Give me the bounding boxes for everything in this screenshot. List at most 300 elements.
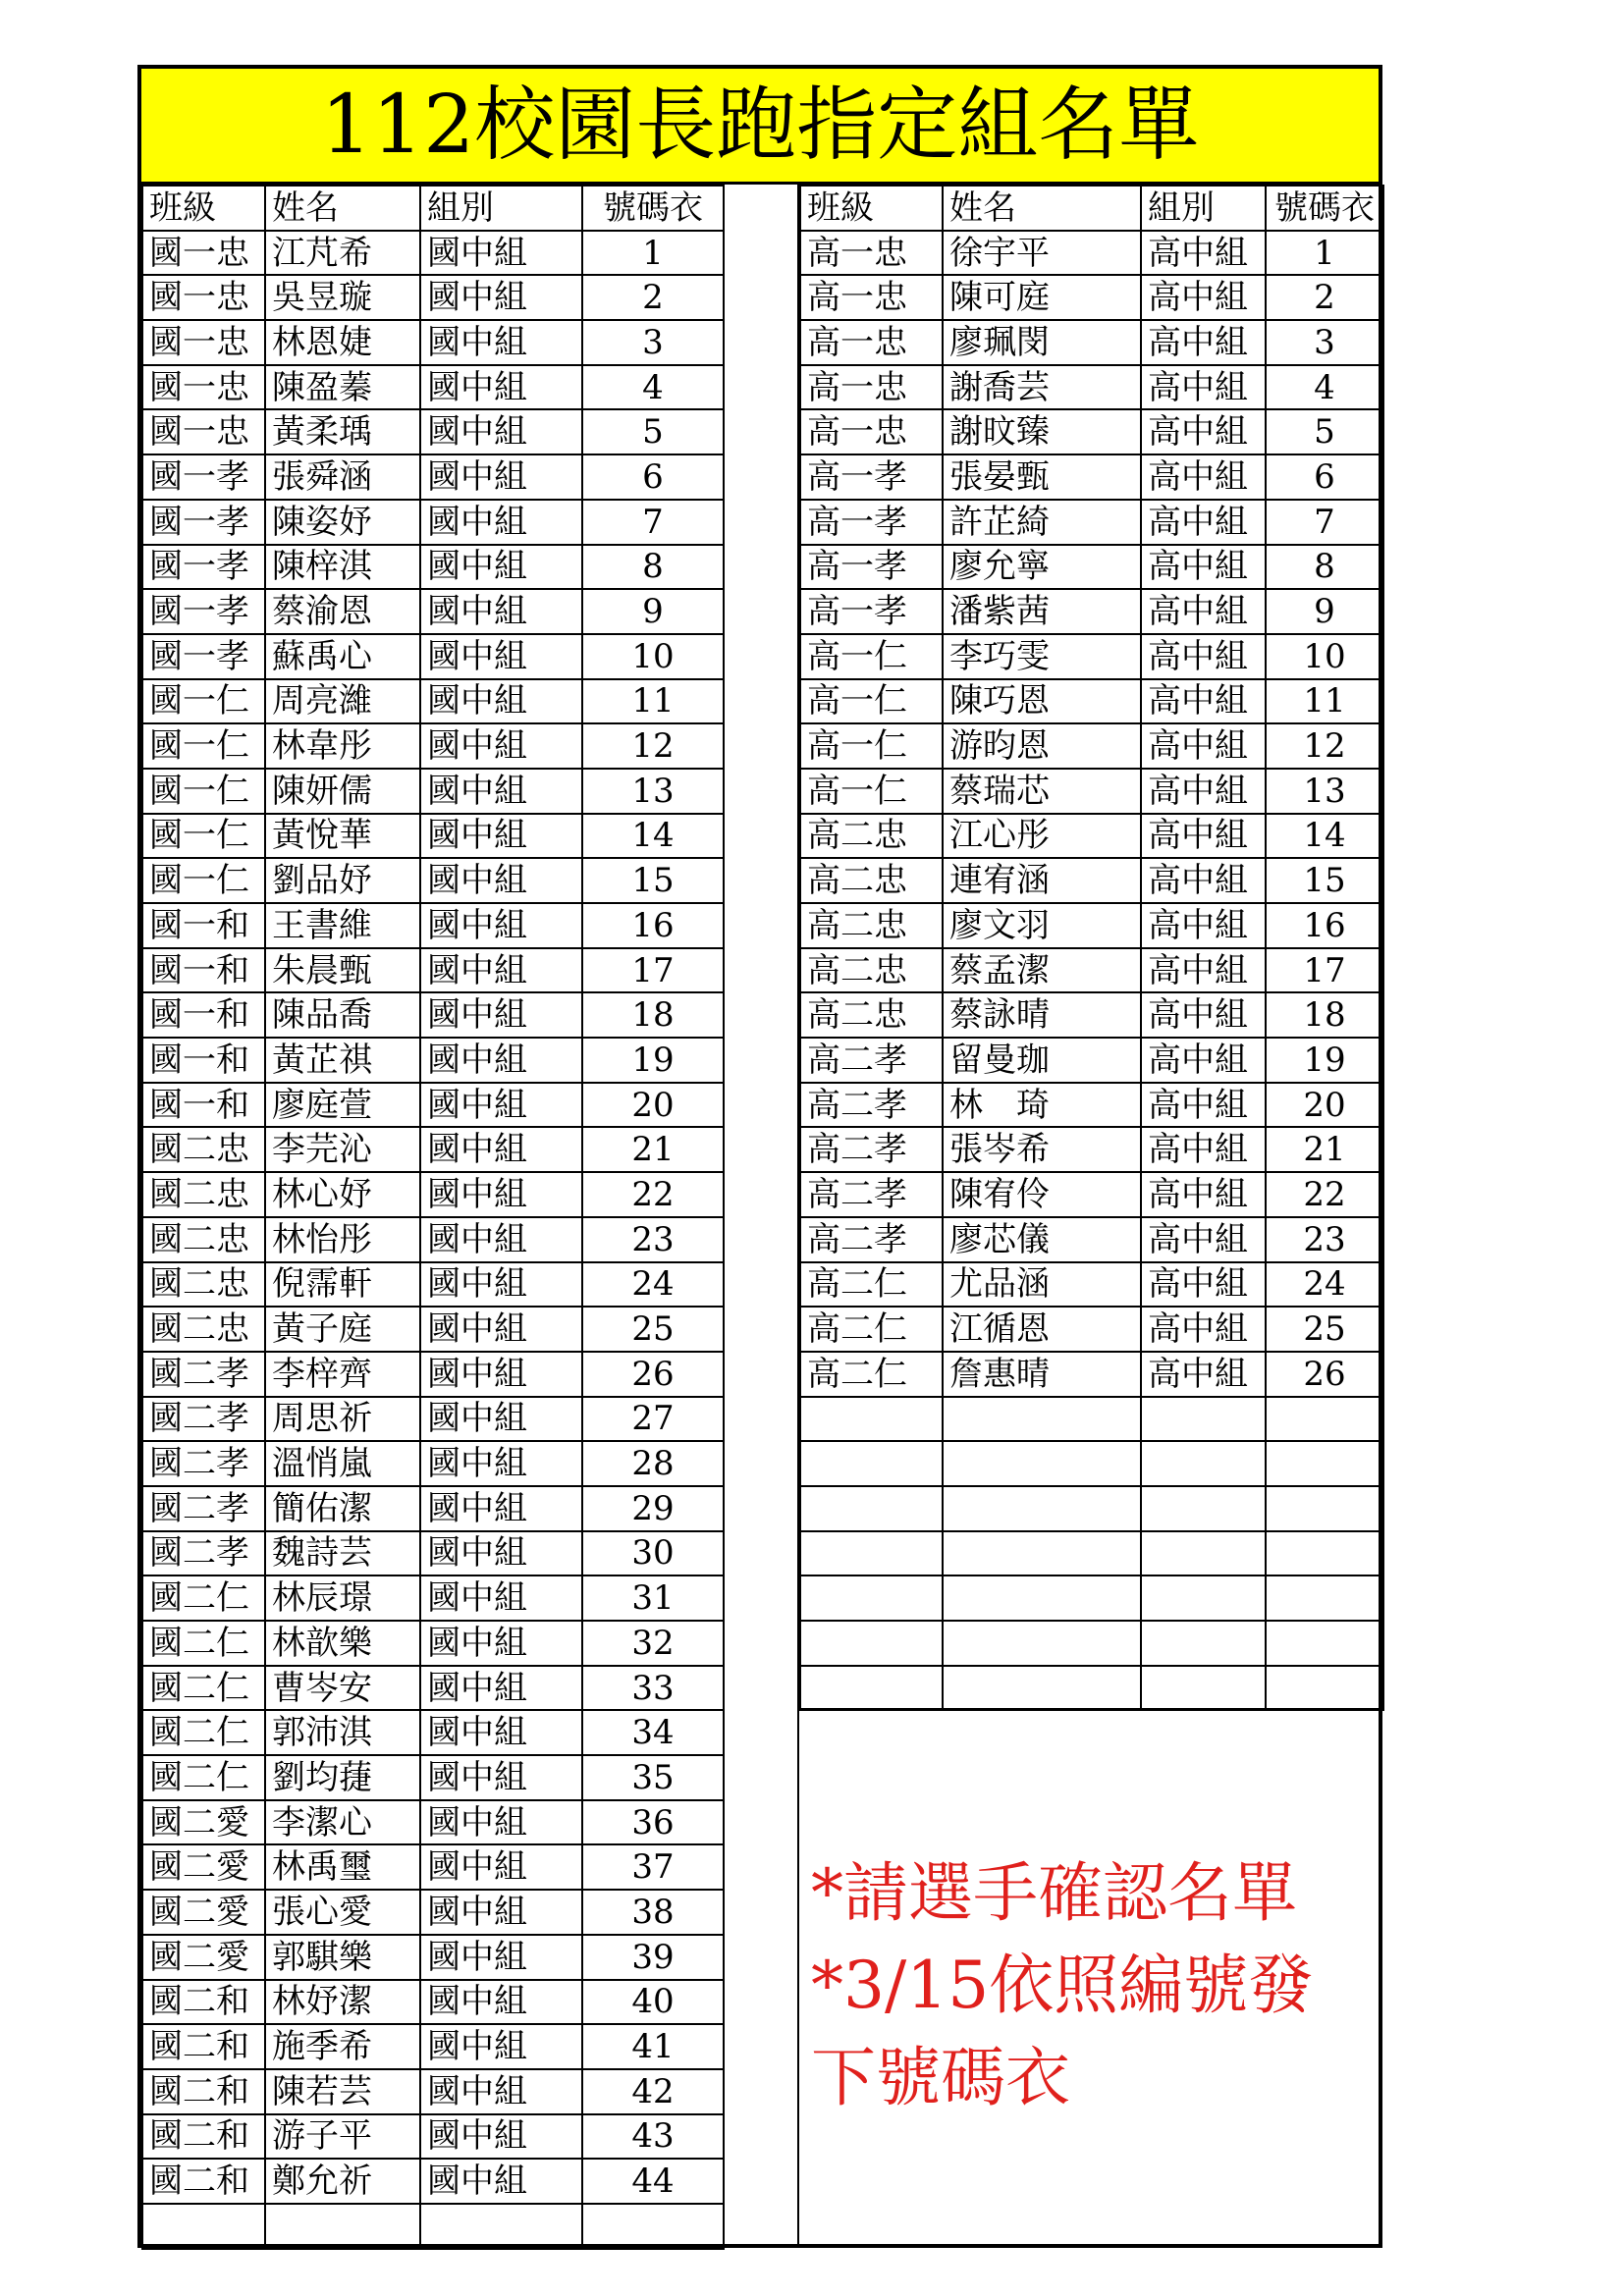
cell-group: 高中組	[1141, 1127, 1266, 1172]
cell-group: 國中組	[420, 1575, 582, 1621]
cell-class: 高二孝	[800, 1127, 943, 1172]
table-row	[142, 2114, 724, 2160]
cell-name: 陳盈蓁	[265, 365, 420, 410]
cell-bib-number: 30	[582, 1531, 724, 1576]
cell-bib-number: 23	[582, 1217, 724, 1262]
cell-bib-number	[1266, 1666, 1383, 1711]
cell-class: 高二忠	[800, 858, 943, 903]
cell-group: 高中組	[1141, 1038, 1266, 1083]
cell-name: 張心愛	[265, 1890, 420, 1935]
table-row	[142, 769, 724, 814]
cell-class: 高二忠	[800, 903, 943, 948]
table-row	[800, 948, 1383, 993]
cell-class: 國一孝	[142, 589, 265, 634]
cell-group: 國中組	[420, 320, 582, 365]
cell-name: 許芷綺	[943, 500, 1141, 545]
cell-class: 國二孝	[142, 1531, 265, 1576]
cell-class: 國一仁	[142, 814, 265, 859]
cell-name: 王書維	[265, 903, 420, 948]
table-row	[142, 2159, 724, 2204]
table-row	[142, 1352, 724, 1397]
cell-name: 郭騏樂	[265, 1935, 420, 1980]
cell-class: 高二仁	[800, 1352, 943, 1397]
cell-class: 國二孝	[142, 1352, 265, 1397]
cell-bib-number: 1	[1266, 231, 1383, 276]
cell-group: 國中組	[420, 2069, 582, 2114]
page-title: 112校園長跑指定組名單	[320, 78, 1200, 172]
cell-group: 國中組	[420, 992, 582, 1038]
table-row	[800, 1038, 1383, 1083]
cell-name: 游子平	[265, 2114, 420, 2160]
table-row	[800, 275, 1383, 320]
cell-name: 郭沛淇	[265, 1710, 420, 1755]
cell-bib-number: 34	[582, 1710, 724, 1755]
cell-bib-number: 38	[582, 1890, 724, 1935]
cell-class: 國二和	[142, 2069, 265, 2114]
cell-bib-number: 31	[582, 1575, 724, 1621]
cell-group: 國中組	[420, 1486, 582, 1531]
cell-bib-number	[1266, 1621, 1383, 1666]
cell-name: 陳可庭	[943, 275, 1141, 320]
cell-bib-number: 43	[582, 2114, 724, 2160]
cell-class: 國二忠	[142, 1217, 265, 1262]
cell-name: 曹岑安	[265, 1666, 420, 1711]
cell-group: 國中組	[420, 1352, 582, 1397]
cell-name	[943, 1621, 1141, 1666]
cell-class: 國二仁	[142, 1621, 265, 1666]
cell-group: 國中組	[420, 409, 582, 454]
cell-class: 國二孝	[142, 1486, 265, 1531]
cell-group: 高中組	[1141, 500, 1266, 545]
cell-name	[943, 1575, 1141, 1621]
cell-group: 高中組	[1141, 1262, 1266, 1308]
table-row	[142, 1217, 724, 1262]
cell-class: 高一忠	[800, 365, 943, 410]
table-row	[142, 1980, 724, 2025]
cell-class: 高一孝	[800, 589, 943, 634]
cell-bib-number: 4	[582, 365, 724, 410]
table-row	[800, 723, 1383, 769]
table-row	[142, 1935, 724, 1980]
cell-class: 國一和	[142, 903, 265, 948]
cell-group: 國中組	[420, 545, 582, 590]
cell-bib-number: 16	[582, 903, 724, 948]
table-row	[142, 2069, 724, 2114]
table-header-row	[142, 186, 724, 231]
cell-group: 高中組	[1141, 365, 1266, 410]
cell-group: 高中組	[1141, 858, 1266, 903]
cell-group: 國中組	[420, 1172, 582, 1217]
cell-bib-number: 6	[1266, 454, 1383, 500]
table-row	[800, 365, 1383, 410]
cell-bib-number: 42	[582, 2069, 724, 2114]
cell-group	[1141, 1486, 1266, 1531]
cell-group: 國中組	[420, 1307, 582, 1352]
cell-name	[943, 1441, 1141, 1486]
cell-class: 國一孝	[142, 545, 265, 590]
table-row	[800, 1441, 1383, 1486]
cell-bib-number: 7	[1266, 500, 1383, 545]
cell-class: 國二仁	[142, 1710, 265, 1755]
cell-name: 黃悅華	[265, 814, 420, 859]
cell-class: 高二忠	[800, 992, 943, 1038]
cell-group: 國中組	[420, 948, 582, 993]
cell-name	[943, 1531, 1141, 1576]
cell-group: 高中組	[1141, 589, 1266, 634]
cell-class	[800, 1486, 943, 1531]
cell-bib-number: 7	[582, 500, 724, 545]
cell-class	[800, 1575, 943, 1621]
cell-group: 高中組	[1141, 679, 1266, 724]
cell-group: 國中組	[420, 1800, 582, 1845]
cell-class: 國一仁	[142, 723, 265, 769]
table-row	[142, 1307, 724, 1352]
cell-name: 施季希	[265, 2024, 420, 2069]
table-row	[800, 1352, 1383, 1397]
cell-name: 朱晨甄	[265, 948, 420, 993]
table-row	[142, 409, 724, 454]
cell-bib-number: 5	[582, 409, 724, 454]
cell-group: 高中組	[1141, 275, 1266, 320]
table-row	[800, 589, 1383, 634]
cell-name: 李潔心	[265, 1800, 420, 1845]
cell-name	[943, 1486, 1141, 1531]
cell-group: 高中組	[1141, 1172, 1266, 1217]
notice-line: *3/15依照編號發	[811, 1948, 1314, 2023]
cell-class: 高一孝	[800, 454, 943, 500]
senior-high-roster-body	[800, 186, 1383, 1710]
table-row	[800, 1666, 1383, 1711]
cell-class: 國二忠	[142, 1262, 265, 1308]
cell-bib-number: 26	[1266, 1352, 1383, 1397]
cell-group: 國中組	[420, 1217, 582, 1262]
cell-group: 國中組	[420, 1710, 582, 1755]
cell-name: 魏詩芸	[265, 1531, 420, 1576]
cell-bib-number: 25	[1266, 1307, 1383, 1352]
header-bib-number: 號碼衣	[1266, 186, 1383, 231]
cell-group: 高中組	[1141, 903, 1266, 948]
cell-name	[943, 1397, 1141, 1442]
cell-class: 國二孝	[142, 1397, 265, 1442]
table-row	[800, 1217, 1383, 1262]
cell-group: 高中組	[1141, 409, 1266, 454]
cell-bib-number: 17	[1266, 948, 1383, 993]
cell-class: 國一和	[142, 1038, 265, 1083]
cell-group: 高中組	[1141, 992, 1266, 1038]
cell-group: 高中組	[1141, 948, 1266, 993]
junior-high-roster-body	[142, 186, 724, 2249]
cell-group: 國中組	[420, 365, 582, 410]
cell-name: 謝喬芸	[943, 365, 1141, 410]
cell-group: 國中組	[420, 1531, 582, 1576]
cell-class: 高二仁	[800, 1262, 943, 1308]
cell-group: 國中組	[420, 500, 582, 545]
cell-bib-number: 2	[1266, 275, 1383, 320]
cell-bib-number: 8	[1266, 545, 1383, 590]
cell-name	[265, 2204, 420, 2249]
cell-bib-number: 3	[1266, 320, 1383, 365]
cell-bib-number: 21	[1266, 1127, 1383, 1172]
table-row	[800, 1397, 1383, 1442]
table-row	[142, 231, 724, 276]
cell-class: 國一和	[142, 948, 265, 993]
cell-bib-number: 20	[1266, 1083, 1383, 1128]
table-row	[142, 1800, 724, 1845]
cell-name: 陳巧恩	[943, 679, 1141, 724]
cell-class: 國二仁	[142, 1666, 265, 1711]
cell-group: 高中組	[1141, 1352, 1266, 1397]
cell-group: 高中組	[1141, 454, 1266, 500]
table-row	[800, 858, 1383, 903]
cell-name: 詹惠晴	[943, 1352, 1141, 1397]
cell-bib-number: 24	[582, 1262, 724, 1308]
cell-bib-number: 10	[1266, 634, 1383, 679]
cell-name: 李巧雯	[943, 634, 1141, 679]
cell-name: 李梓齊	[265, 1352, 420, 1397]
cell-bib-number: 6	[582, 454, 724, 500]
table-row	[800, 231, 1383, 276]
junior-high-roster-table	[141, 185, 725, 2250]
cell-group: 國中組	[420, 1890, 582, 1935]
table-row	[142, 992, 724, 1038]
cell-group: 國中組	[420, 679, 582, 724]
cell-class: 高二孝	[800, 1217, 943, 1262]
cell-group: 國中組	[420, 231, 582, 276]
cell-bib-number: 20	[582, 1083, 724, 1128]
cell-bib-number: 9	[1266, 589, 1383, 634]
cell-bib-number: 22	[582, 1172, 724, 1217]
cell-bib-number: 11	[582, 679, 724, 724]
table-row	[142, 275, 724, 320]
header-name: 姓名	[265, 186, 420, 231]
cell-class: 高一忠	[800, 275, 943, 320]
cell-name: 鄭允祈	[265, 2159, 420, 2204]
cell-bib-number: 4	[1266, 365, 1383, 410]
cell-class: 國一忠	[142, 365, 265, 410]
cell-name: 江心彤	[943, 814, 1141, 859]
cell-group: 國中組	[420, 589, 582, 634]
cell-class: 國一忠	[142, 320, 265, 365]
cell-bib-number: 8	[582, 545, 724, 590]
cell-group: 國中組	[420, 1980, 582, 2025]
table-row	[142, 1575, 724, 1621]
notice-line: 下號碼衣	[811, 2040, 1070, 2115]
cell-bib-number: 21	[582, 1127, 724, 1172]
cell-group: 高中組	[1141, 1083, 1266, 1128]
table-row	[800, 992, 1383, 1038]
table-row	[142, 454, 724, 500]
cell-class: 國二愛	[142, 1890, 265, 1935]
cell-name: 張舜涵	[265, 454, 420, 500]
cell-name: 留曼珈	[943, 1038, 1141, 1083]
cell-name: 張晏甄	[943, 454, 1141, 500]
cell-name: 林歆樂	[265, 1621, 420, 1666]
cell-bib-number: 10	[582, 634, 724, 679]
cell-bib-number: 2	[582, 275, 724, 320]
cell-name: 陳妍儒	[265, 769, 420, 814]
cell-name: 劉品妤	[265, 858, 420, 903]
cell-class: 國二和	[142, 2159, 265, 2204]
cell-group: 國中組	[420, 1083, 582, 1128]
header-name: 姓名	[943, 186, 1141, 231]
table-row	[142, 545, 724, 590]
cell-group: 國中組	[420, 1127, 582, 1172]
cell-group: 國中組	[420, 634, 582, 679]
cell-bib-number: 36	[582, 1800, 724, 1845]
cell-bib-number: 37	[582, 1844, 724, 1890]
cell-name: 簡佑潔	[265, 1486, 420, 1531]
cell-name: 廖文羽	[943, 903, 1141, 948]
cell-name: 林韋彤	[265, 723, 420, 769]
cell-class: 國二和	[142, 2114, 265, 2160]
cell-bib-number	[582, 2204, 724, 2249]
title-bar	[141, 69, 1379, 185]
cell-name: 徐宇平	[943, 231, 1141, 276]
cell-bib-number: 12	[1266, 723, 1383, 769]
notice-box	[797, 1708, 1382, 2248]
cell-name: 陳若芸	[265, 2069, 420, 2114]
cell-class	[800, 1621, 943, 1666]
cell-class	[800, 1531, 943, 1576]
cell-class: 高一仁	[800, 769, 943, 814]
cell-name: 陳品喬	[265, 992, 420, 1038]
table-row	[142, 1083, 724, 1128]
cell-class	[800, 1397, 943, 1442]
table-row	[142, 589, 724, 634]
cell-bib-number	[1266, 1441, 1383, 1486]
cell-name: 陳梓淇	[265, 545, 420, 590]
cell-name: 江循恩	[943, 1307, 1141, 1352]
cell-bib-number	[1266, 1486, 1383, 1531]
cell-group: 國中組	[420, 2024, 582, 2069]
table-row	[800, 679, 1383, 724]
cell-name: 黃芷祺	[265, 1038, 420, 1083]
cell-bib-number: 17	[582, 948, 724, 993]
cell-class: 國二忠	[142, 1172, 265, 1217]
table-row	[800, 903, 1383, 948]
cell-group: 高中組	[1141, 545, 1266, 590]
cell-bib-number: 22	[1266, 1172, 1383, 1217]
table-row	[142, 320, 724, 365]
cell-class: 高一仁	[800, 723, 943, 769]
table-row	[142, 814, 724, 859]
table-row	[800, 1531, 1383, 1576]
cell-bib-number: 14	[1266, 814, 1383, 859]
cell-group: 國中組	[420, 1262, 582, 1308]
cell-bib-number: 35	[582, 1755, 724, 1800]
cell-name: 黃子庭	[265, 1307, 420, 1352]
cell-group: 高中組	[1141, 769, 1266, 814]
cell-class: 國二愛	[142, 1844, 265, 1890]
column-gutter	[723, 185, 799, 2248]
table-row	[800, 769, 1383, 814]
table-row	[142, 679, 724, 724]
cell-name: 劉均蓵	[265, 1755, 420, 1800]
table-row	[142, 1172, 724, 1217]
cell-name: 廖允寧	[943, 545, 1141, 590]
cell-name: 林 琦	[943, 1083, 1141, 1128]
cell-group	[1141, 1575, 1266, 1621]
cell-group	[420, 2204, 582, 2249]
cell-bib-number: 9	[582, 589, 724, 634]
cell-class: 國一忠	[142, 275, 265, 320]
cell-class: 高二忠	[800, 814, 943, 859]
cell-class: 國二愛	[142, 1935, 265, 1980]
cell-name: 張岑希	[943, 1127, 1141, 1172]
cell-class: 國二愛	[142, 1800, 265, 1845]
cell-class: 國二和	[142, 2024, 265, 2069]
table-row	[142, 1486, 724, 1531]
cell-class: 國一和	[142, 992, 265, 1038]
header-group: 組別	[1141, 186, 1266, 231]
table-row	[142, 1890, 724, 1935]
table-row	[800, 1172, 1383, 1217]
cell-group	[1141, 1621, 1266, 1666]
table-row	[800, 454, 1383, 500]
cell-name: 廖芯儀	[943, 1217, 1141, 1262]
cell-class: 國二和	[142, 1980, 265, 2025]
cell-bib-number: 32	[582, 1621, 724, 1666]
cell-bib-number: 12	[582, 723, 724, 769]
cell-class: 國一仁	[142, 769, 265, 814]
cell-bib-number: 11	[1266, 679, 1383, 724]
cell-bib-number: 16	[1266, 903, 1383, 948]
table-row	[142, 903, 724, 948]
cell-class: 國一孝	[142, 500, 265, 545]
cell-name: 蔡瑞芯	[943, 769, 1141, 814]
cell-class	[142, 2204, 265, 2249]
cell-name: 林禹璽	[265, 1844, 420, 1890]
cell-bib-number: 15	[1266, 858, 1383, 903]
notice-line: *請選手確認名單	[811, 1855, 1297, 1931]
cell-group: 高中組	[1141, 1307, 1266, 1352]
table-row	[142, 1710, 724, 1755]
cell-bib-number: 24	[1266, 1262, 1383, 1308]
cell-bib-number: 19	[1266, 1038, 1383, 1083]
table-row	[800, 1307, 1383, 1352]
header-class: 班級	[142, 186, 265, 231]
cell-class: 國二忠	[142, 1307, 265, 1352]
cell-bib-number	[1266, 1397, 1383, 1442]
cell-group	[1141, 1531, 1266, 1576]
cell-name: 連宥涵	[943, 858, 1141, 903]
cell-name: 謝旼臻	[943, 409, 1141, 454]
cell-group: 國中組	[420, 723, 582, 769]
table-row	[800, 1262, 1383, 1308]
cell-name: 廖庭萱	[265, 1083, 420, 1128]
cell-class: 高二孝	[800, 1038, 943, 1083]
cell-class: 高二孝	[800, 1083, 943, 1128]
cell-bib-number: 19	[582, 1038, 724, 1083]
cell-bib-number: 3	[582, 320, 724, 365]
table-header-row	[800, 186, 1383, 231]
cell-class: 國二忠	[142, 1127, 265, 1172]
table-row	[142, 365, 724, 410]
cell-group: 高中組	[1141, 723, 1266, 769]
cell-bib-number: 39	[582, 1935, 724, 1980]
cell-name: 尤品涵	[943, 1262, 1141, 1308]
header-class: 班級	[800, 186, 943, 231]
table-row	[142, 1621, 724, 1666]
table-row	[142, 723, 724, 769]
table-row	[142, 1844, 724, 1890]
cell-group: 高中組	[1141, 320, 1266, 365]
notice-text	[811, 1847, 1313, 2124]
table-row	[800, 545, 1383, 590]
cell-class: 國一仁	[142, 679, 265, 724]
cell-bib-number: 23	[1266, 1217, 1383, 1262]
cell-bib-number: 28	[582, 1441, 724, 1486]
